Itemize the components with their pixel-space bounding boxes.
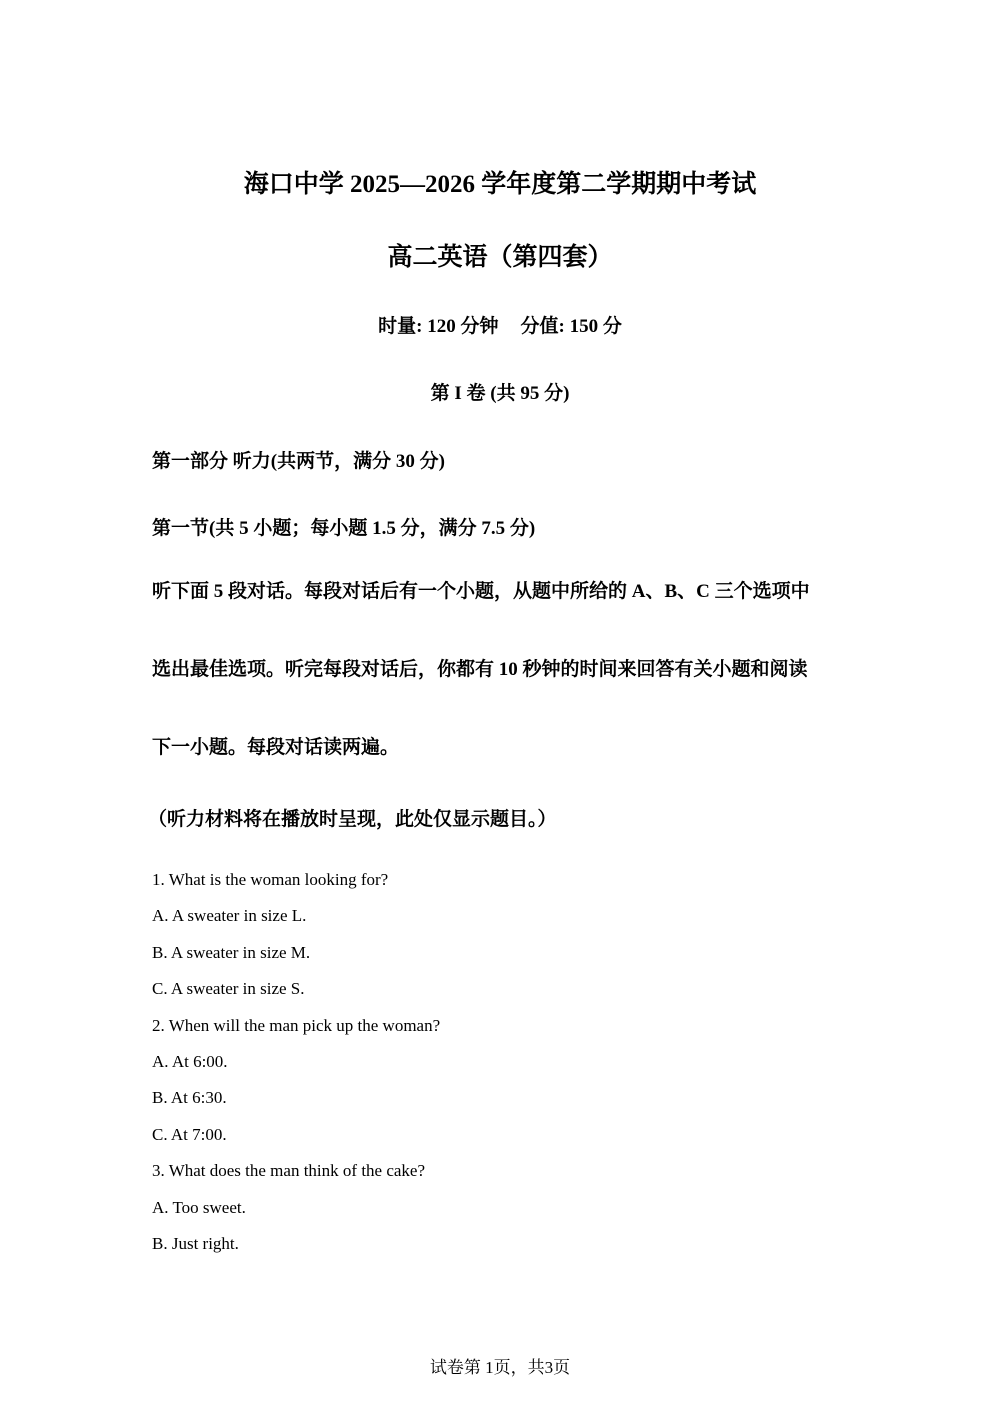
question-stem: 1. What is the woman looking for? <box>152 870 389 889</box>
question-option: B. Just right. <box>152 1233 239 1253</box>
question-option: A. A sweater in size L. <box>152 906 307 926</box>
volume-heading: 第 I 卷 (共 95 分) <box>430 383 570 404</box>
instructions <box>152 553 852 787</box>
section-heading: 第一节(共 5 小题；每小题 1.5 分，满分 7.5 分) <box>152 518 536 539</box>
question-option: B. At 6:30. <box>152 1088 227 1108</box>
exam-title: 海口中学 2025—2026 学年度第二学期期中考试 <box>243 171 757 198</box>
instruction-line: 下一小题。每段对话读两遍。 <box>152 737 400 758</box>
question-option: A. At 6:00. <box>152 1051 228 1071</box>
question-list <box>152 862 440 1262</box>
exam-score: 分值: 150 分 <box>520 316 622 337</box>
page-footer: 试卷第 1页，共3页 <box>429 1358 571 1377</box>
question-stem: 2. When will the man pick up the woman? <box>152 1015 441 1035</box>
listening-note: （听力材料将在播放时呈现，此处仅显示题目。） <box>148 809 557 830</box>
exam-subtitle: 高二英语（第四套） <box>387 244 613 271</box>
question-option: B. A sweater in size M. <box>152 942 311 962</box>
question-option: C. At 7:00. <box>152 1124 227 1144</box>
question-option: A. Too sweet. <box>152 1197 246 1217</box>
exam-info <box>0 314 1000 340</box>
exam-duration: 时量: 120 分钟 <box>378 316 499 337</box>
question-stem: 3. What does the man think of the cake? <box>152 1161 426 1181</box>
part-heading: 第一部分 听力(共两节，满分 30 分) <box>152 451 445 472</box>
instruction-line: 听下面 5 段对话。每段对话后有一个小题，从题中所给的 A、B、C 三个选项中 <box>152 581 810 602</box>
question-option: C. A sweater in size S. <box>152 979 305 999</box>
instruction-line: 选出最佳选项。听完每段对话后，你都有 10 秒钟的时间来回答有关小题和阅读 <box>152 659 808 680</box>
